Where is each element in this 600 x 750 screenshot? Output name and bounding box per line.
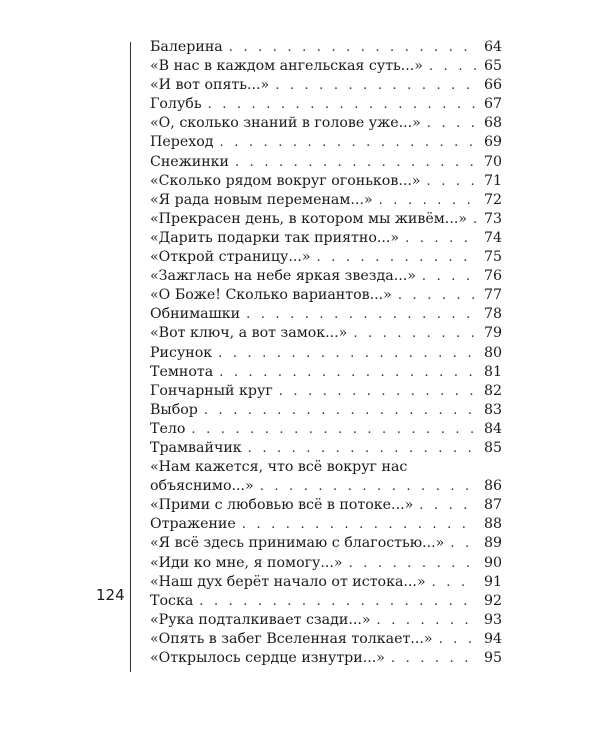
toc-entry-page-number: 82: [483, 382, 502, 399]
toc-entry-row: [150, 114, 502, 133]
toc-entry-row: [150, 324, 502, 343]
toc-entry-title: Отражение: [150, 516, 236, 533]
toc-entry-row: [150, 554, 502, 573]
toc-entry-page-number: 77: [483, 287, 502, 304]
dot-leader: [275, 76, 476, 95]
toc-entry: [150, 229, 502, 248]
toc-entry-page-number: 74: [483, 229, 502, 246]
toc-entry-page-number: 64: [483, 39, 502, 55]
toc-entry-row: [150, 248, 502, 267]
dot-leader: [429, 57, 476, 76]
dot-leader: [220, 133, 476, 152]
toc-entry-title: Рисунок: [150, 344, 213, 361]
toc-entry-row: [150, 611, 502, 630]
dot-leader: [422, 267, 476, 286]
toc-entry-page-number: 70: [483, 153, 502, 170]
toc-entry: [150, 363, 502, 382]
toc-entry-page-number: 86: [483, 478, 502, 495]
toc-entry-title: «Рука подталкивает сзади...»: [150, 611, 371, 628]
toc-entry: [150, 324, 502, 343]
toc-entry-row: [150, 649, 502, 668]
toc-entry-title: Тоска: [150, 592, 194, 609]
toc-entry-title: «В нас в каждом ангельская суть...»: [150, 58, 423, 75]
toc-entry-page-number: 80: [483, 344, 502, 361]
dot-leader: [427, 172, 476, 191]
toc-entry-title: Обнимашки: [150, 306, 241, 323]
toc-entry-page-number: 90: [483, 554, 502, 571]
toc-entry-page-number: 67: [483, 96, 502, 113]
toc-entry-page-number: 95: [483, 650, 502, 666]
toc-entry-page-number: 71: [483, 172, 502, 189]
toc-entry: [150, 95, 502, 114]
dot-leader: [317, 248, 476, 267]
toc-entry-row: [150, 267, 502, 286]
toc-entry-page-number: 65: [483, 58, 502, 75]
toc-entry-title: «Иди ко мне, я помогу...»: [150, 554, 343, 571]
toc-entry-title: «Вот ключ, а вот замок...»: [150, 325, 348, 342]
toc-entry-row: [150, 344, 502, 363]
toc-entry-page-number: 94: [483, 630, 502, 647]
dot-leader: [405, 229, 476, 248]
toc-entry: [150, 133, 502, 152]
toc-entry-row: [150, 534, 502, 553]
toc-entry: [150, 534, 502, 553]
toc-entry: [150, 649, 502, 668]
toc-entry-title: «Прими с любовью всё в потоке...»: [150, 497, 414, 514]
dot-leader: [450, 534, 476, 553]
toc-entry-title: Переход: [150, 134, 214, 151]
page-number: 124: [96, 586, 125, 604]
dot-leader: [246, 305, 476, 324]
toc-entry: [150, 191, 502, 210]
dot-leader: [248, 439, 476, 458]
toc-entry-row: [150, 286, 502, 305]
dot-leader: [218, 344, 476, 363]
toc-entry-page-number: 69: [483, 134, 502, 151]
toc-entry-page-number: 91: [483, 573, 502, 590]
toc-entry-page-number: 81: [483, 363, 502, 380]
toc-entry-page-number: 84: [483, 420, 502, 437]
toc-entry: [150, 344, 502, 363]
toc-entry-title: объяснимо...»: [150, 478, 254, 495]
toc-entry-title: «Зажглась на небе яркая звезда...»: [150, 268, 416, 285]
toc-entry-title: «Сколько рядом вокруг огоньков...»: [150, 172, 421, 189]
toc-entry-row: [150, 420, 502, 439]
toc-entry: [150, 57, 502, 76]
toc-entry: [150, 592, 502, 611]
dot-leader: [229, 38, 476, 57]
toc-entry-page-number: 87: [483, 497, 502, 514]
toc-entry-title: «Я всё здесь принимаю с благостью...»: [150, 535, 445, 552]
toc-entry-title: Снежинки: [150, 153, 229, 170]
dot-leader: [279, 382, 476, 401]
toc-entry-page-number: 93: [483, 611, 502, 628]
toc-entry-row: [150, 305, 502, 324]
toc-entry-page-number: 92: [483, 592, 502, 609]
toc-entry-page-number: 75: [483, 249, 502, 266]
toc-entry-title: «Открой страницу...»: [150, 249, 311, 266]
toc-entry-row: [150, 57, 502, 76]
toc-entry-row: [150, 363, 502, 382]
toc-entry-row: [150, 153, 502, 172]
dot-leader: [391, 649, 476, 668]
toc-entry: [150, 573, 502, 592]
dot-leader: [208, 95, 476, 114]
dot-leader: [219, 363, 476, 382]
dot-leader: [191, 420, 476, 439]
toc-entry: [150, 76, 502, 95]
toc-entry-row: [150, 630, 502, 649]
toc-entry-title: «Прекрасен день, в котором мы живём...»: [150, 210, 468, 227]
toc-entry: [150, 172, 502, 191]
toc-entry: [150, 515, 502, 534]
toc-entry: [150, 420, 502, 439]
toc-entry: [150, 630, 502, 649]
toc-entry-title: «Открылось сердце изнутри...»: [150, 650, 385, 666]
toc-entry-row: [150, 477, 502, 496]
toc-entry-row: [150, 401, 502, 420]
toc-entry: [150, 305, 502, 324]
toc-entry-row: [150, 382, 502, 401]
toc-entry-row: [150, 515, 502, 534]
dot-leader: [432, 573, 476, 592]
toc-entry-row: [150, 95, 502, 114]
toc-entry-title: «И вот опять...»: [150, 77, 270, 94]
toc-entry-title: Темнота: [150, 363, 214, 380]
toc-entry-row: [150, 76, 502, 95]
dot-leader: [379, 191, 476, 210]
toc-entry-row: [150, 229, 502, 248]
dot-leader: [235, 153, 476, 172]
margin-rule: [130, 42, 131, 672]
toc-entry-title: Тело: [150, 420, 186, 437]
toc-entry: [150, 267, 502, 286]
toc-entry-page-number: 85: [483, 439, 502, 456]
toc-entry: [150, 286, 502, 305]
dot-leader: [439, 630, 476, 649]
toc-entry-title: Гончарный круг: [150, 382, 273, 399]
dot-leader: [349, 554, 476, 573]
toc-entry: [150, 248, 502, 267]
toc-entry-row: [150, 191, 502, 210]
toc-entry-page-number: 89: [483, 535, 502, 552]
toc-entry-title: Выбор: [150, 401, 198, 418]
dot-leader: [353, 324, 476, 343]
dot-leader: [473, 210, 476, 229]
toc-entry-row: [150, 133, 502, 152]
dot-leader: [199, 592, 476, 611]
toc-entry: [150, 496, 502, 515]
toc-entry-page-number: 79: [483, 325, 502, 342]
toc-entry-page-number: 88: [483, 516, 502, 533]
toc-entry-title: Голубь: [150, 96, 202, 113]
toc-entry: [150, 114, 502, 133]
toc-entry: [150, 210, 502, 229]
toc-entry-title: «О, сколько знаний в голове уже...»: [150, 115, 421, 132]
toc-entry-page-number: 66: [483, 77, 502, 94]
dot-leader: [204, 401, 476, 420]
toc-entry: [150, 153, 502, 172]
dot-leader: [242, 515, 476, 534]
toc-entry: [150, 439, 502, 458]
toc-entry-row: [150, 439, 502, 458]
toc-entry: [150, 611, 502, 630]
toc-entry-page-number: 73: [483, 210, 502, 227]
toc-entry-row: [150, 592, 502, 611]
dot-leader: [377, 611, 476, 630]
toc-entry-title: «О Боже! Сколько вариантов...»: [150, 287, 392, 304]
toc-entry-row: [150, 210, 502, 229]
toc-entry-page-number: 68: [483, 115, 502, 132]
dot-leader: [398, 286, 476, 305]
toc-entry-title: «Наш дух берёт начало от истока...»: [150, 573, 426, 590]
toc-entry-row: [150, 172, 502, 191]
toc-entry-row: [150, 573, 502, 592]
toc-entry: [150, 382, 502, 401]
toc-entry-title: Трамвайчик: [150, 439, 242, 456]
dot-leader: [419, 496, 476, 515]
toc-entry-title: «Опять в забег Вселенная толкает...»: [150, 630, 433, 647]
toc-entry-title: «Я рада новым переменам...»: [150, 191, 373, 208]
toc-entry-title: «Дарить подарки так приятно...»: [150, 229, 400, 246]
toc-entry: [150, 554, 502, 573]
toc-entry: [150, 458, 502, 496]
toc-entry-page-number: 83: [483, 401, 502, 418]
toc-entry-page-number: 76: [483, 268, 502, 285]
toc-entry-title-line1: «Нам кажется, что всё вокруг нас: [150, 459, 408, 476]
toc-entry-page-number: 72: [483, 191, 502, 208]
toc-entry: [150, 401, 502, 420]
toc-entry: [150, 38, 502, 57]
dot-leader: [260, 477, 476, 496]
toc-entry-row: [150, 38, 502, 57]
toc-entry-title: Балерина: [150, 39, 223, 55]
table-of-contents: [150, 38, 502, 668]
toc-entry-row: [150, 496, 502, 515]
toc-entry-page-number: 78: [483, 306, 502, 323]
dot-leader: [427, 114, 476, 133]
